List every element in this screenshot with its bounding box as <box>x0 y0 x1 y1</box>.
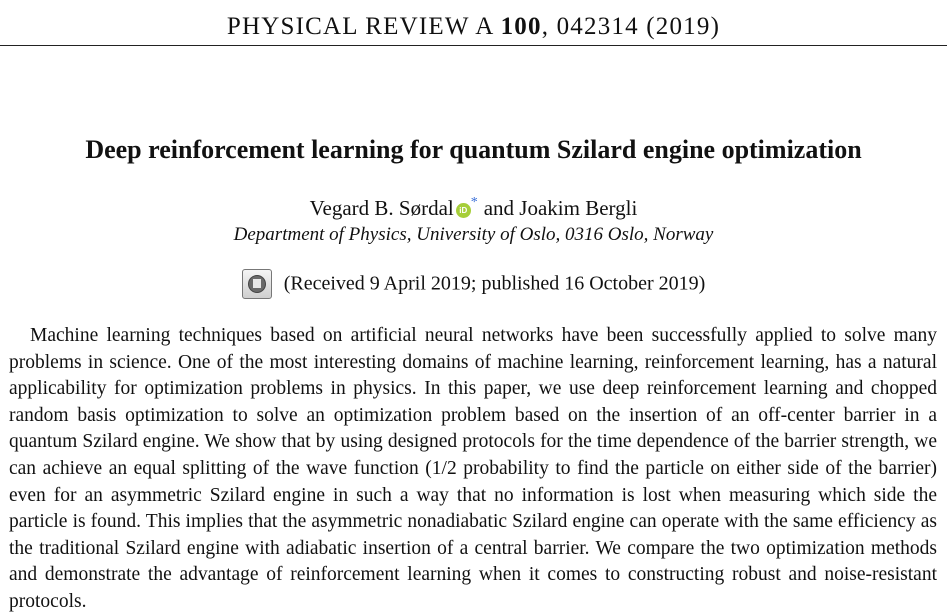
crossmark-icon[interactable] <box>242 269 272 299</box>
journal-name: PHYSICAL REVIEW A <box>226 13 494 40</box>
journal-header <box>0 0 947 46</box>
orcid-icon[interactable]: iD <box>456 203 471 218</box>
received-dates: (Received 9 April 2019; published 16 October 2019) <box>283 272 706 295</box>
coauthor-name: and Joakim Bergli <box>483 196 638 220</box>
journal-article-info: , 042314 (2019) <box>541 13 721 40</box>
paper-title: Deep reinforcement learning for quantum Szilard engine optimization <box>85 135 862 164</box>
affiliation: Department of Physics, University of Oslo, 0316 Oslo, Norway <box>233 224 714 245</box>
author-name[interactable]: Vegard B. Sørdal <box>309 196 454 220</box>
abstract: Machine learning techniques based on artificial neural networks have been successfully applied to solve many problems in science. One of the most interesting domains of machine learning, reinforcement learning, has a natural applicability for optimization problems in physics. In this paper, we use deep reinforcement learning and chopped random basis optimization to solve an optimization problem based on the insertion of an off-center barrier in a quantum Szilard engine. We show that by using designed protocols for the time dependence of the barrier strength, we can achieve an equal splitting of the wave function (1/2 probability to find the particle on either side of the barrier) even for an asymmetric Szilard engine in such a way that no information is lost when measuring which side the particle is found. This implies that the asymmetric nonadiabatic Szilard engine can operate with the same efficiency as the traditional Szilard engine with adiabatic insertion of a central barrier. We compare the two optimization methods and demonstrate the advantage of reinforcement learning when it comes to constructing robust and noise-resistant protocols. <box>9 325 937 612</box>
journal-volume: 100 <box>500 13 542 40</box>
journal-citation <box>0 13 947 41</box>
corresponding-author-marker[interactable]: * <box>470 195 478 210</box>
author-list <box>0 195 947 221</box>
received-row <box>0 269 947 299</box>
